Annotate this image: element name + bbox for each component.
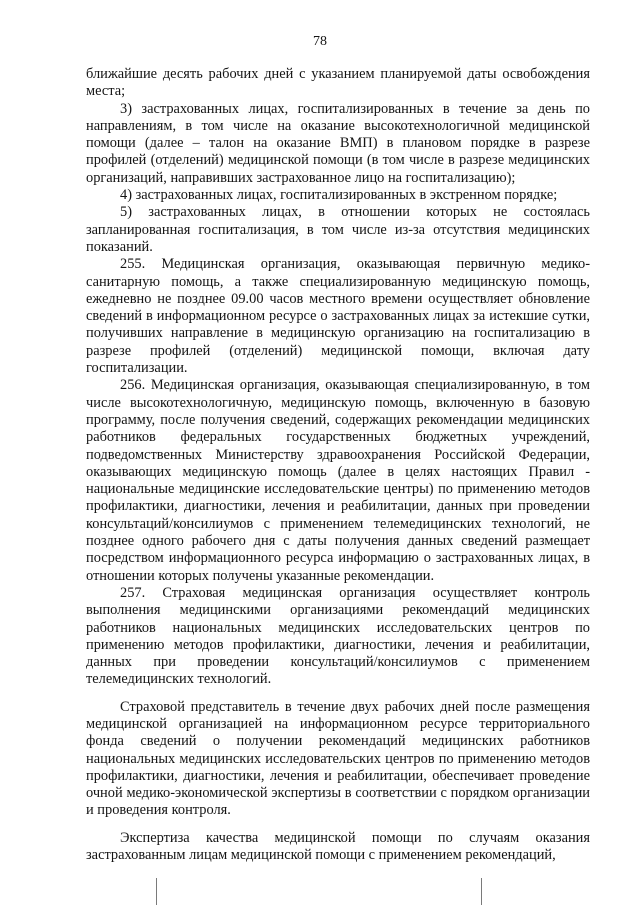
paragraph-255: 255. Медицинская организация, оказывающая первичную медико-санитарную помощь, а также специализированную медицинскую помощь, ежедневно не позднее 09.00 часов местного времени осуществляет обновление сведений в информационном ресурсе о застрахованных лицах за истекшие сутки, получивших направление в медицинскую организацию на госпитализацию в разрезе профилей (отделений) медицинской помощи, включая дату госпитализации. xyxy=(86,256,590,377)
scan-mark-left xyxy=(156,878,157,905)
paragraph-item-4: 4) застрахованных лицах, госпитализированных в экстренном порядке; xyxy=(120,187,558,204)
paragraph-item-5: 5) застрахованных лицах, в отношении которых не состоялась запланированная госпитализация, в том числе из-за отсутствия медицинских показаний. xyxy=(86,204,590,255)
paragraph-item-3: 3) застрахованных лицах, госпитализированных в течение за день по направлениям, в том числе на оказание высокотехнологичной медицинской помощи (далее – талон на оказание ВМП) в плановом порядке в разрезе профилей (отделений) медицинской помощи (в том числе в разрезе медицинских организаций, направивших застрахованное лицо на госпитализацию); xyxy=(86,100,590,186)
paragraph-quality-expertise: Экспертиза качества медицинской помощи по случаям оказания застрахованным лицам медицинской помощи с применением рекомендаций, xyxy=(86,829,590,864)
document-text xyxy=(86,66,590,864)
paragraph-insurance-representative: Страховой представитель в течение двух рабочих дней после размещения медицинской организацией на информационном ресурсе территориального фонда сведений о получении рекомендаций медицинских работников национальных медицинских исследовательских центров по применению методов профилактики, диагностики, лечения и реабилитации, обеспечивает проведение очной медико-экономической экспертизы в соответствии с порядком организации и проведения контроля. xyxy=(86,698,590,819)
paragraph-256: 256. Медицинская организация, оказывающая специализированную, в том числе высокотехнологичную, медицинскую помощь, включенную в базовую программу, после получения сведений, содержащих рекомендации медицинских работников федеральных государственных бюджетных учреждений, подведомственных Министерству здравоохранения Российской Федерации, оказывающих медицинскую помощь (далее в целях настоящих Правил - национальные медицинские исследовательские центры) по применению методов профилактики, диагностики, лечения и реабилитации, данных при проведении консультаций/консилиумов с применением телемедицинских технологий, не позднее одного рабочего дня с даты получения данных сведений размещает посредством информационного ресурса информацию о застрахованных лицах, в отношении которых получены указанные рекомендации. xyxy=(86,377,590,584)
scan-mark-right xyxy=(481,878,482,905)
page-number: 78 xyxy=(313,34,327,49)
paragraph-257: 257. Страховая медицинская организация осуществляет контроль выполнения медицинскими организациями рекомендаций медицинских работников национальных медицинских исследовательских центров по применению методов профилактики, диагностики, лечения и реабилитации, данных при проведении консультаций/консилиумов с применением телемедицинских технологий. xyxy=(86,584,590,688)
paragraph-continuation: ближайшие десять рабочих дней с указанием планируемой даты освобождения места; xyxy=(86,66,590,100)
